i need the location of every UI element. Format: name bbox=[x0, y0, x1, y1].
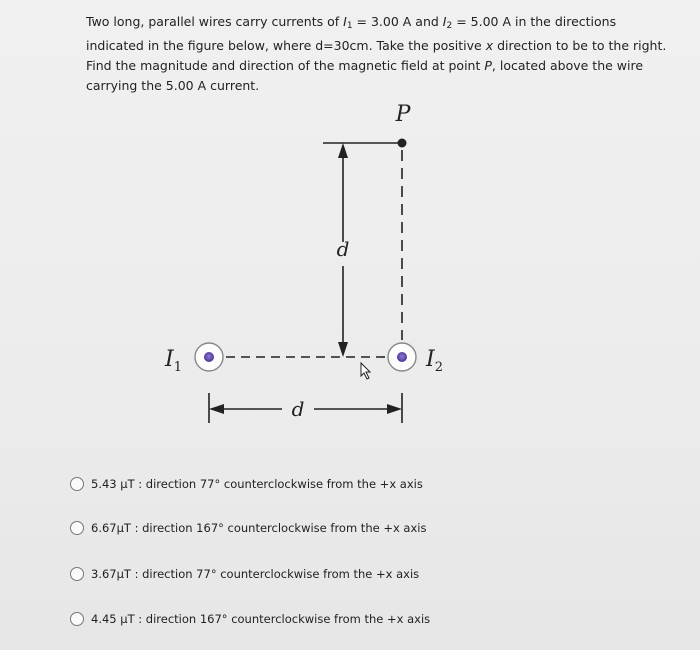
answer-option-3-label: 3.67µT : direction 77° counterclockwise from the +x axis bbox=[91, 567, 420, 581]
horizontal-dimension-arrow-right bbox=[387, 404, 402, 414]
radio-button-1[interactable] bbox=[70, 477, 84, 491]
x-symbol: x bbox=[485, 38, 494, 53]
question-part-1: Two long, parallel wires carry currents of bbox=[86, 14, 344, 29]
answer-option-4-label: 4.45 µT : direction 167° counterclockwise from the +x axis bbox=[91, 612, 431, 626]
wire1-label: $I_1$ bbox=[165, 347, 182, 375]
answer-option-1-label: 5.43 µT : direction 77° counterclockwise from the +x axis bbox=[91, 477, 423, 491]
radio-button-2[interactable] bbox=[70, 521, 84, 535]
horizontal-distance-label: d bbox=[291, 397, 305, 421]
vertical-dimension-arrow-down bbox=[338, 342, 348, 357]
i2-subscript: 2 bbox=[446, 21, 453, 31]
i1-subscript: 1 bbox=[346, 21, 353, 31]
question-part-3: = 5.00 A in the directions indicated in the figure below, where d=30cm. Take the positive bbox=[86, 14, 617, 53]
vertical-dimension-arrow-up bbox=[338, 143, 348, 158]
i1-symbol: I bbox=[343, 14, 347, 29]
answer-option-4[interactable] bbox=[70, 612, 430, 626]
question-part-5: , located above the wire carrying the 5.00 A current. bbox=[86, 58, 644, 93]
answer-option-1[interactable] bbox=[70, 477, 423, 491]
radio-button-4[interactable] bbox=[70, 612, 84, 626]
question-part-4: direction to be to the right. Find the magnitude and direction of the magnetic field at point bbox=[86, 38, 667, 73]
answer-option-3[interactable] bbox=[70, 567, 419, 581]
radio-button-3[interactable] bbox=[70, 567, 84, 581]
horizontal-dimension-arrow-left bbox=[209, 404, 224, 414]
point-p-label: P bbox=[395, 102, 411, 127]
wire2-current-dot bbox=[397, 352, 407, 362]
question-part-2: = 3.00 A and bbox=[352, 14, 443, 29]
wire1-current-dot bbox=[204, 352, 214, 362]
answer-option-2[interactable] bbox=[70, 521, 426, 535]
wire2-label: $I_2$ bbox=[426, 347, 443, 375]
vertical-distance-label: d bbox=[336, 237, 350, 261]
answer-option-2-label: 6.67µT : direction 167° counterclockwise from the +x axis bbox=[91, 521, 427, 535]
i2-symbol: I bbox=[442, 14, 447, 29]
p-symbol: P bbox=[484, 58, 492, 73]
cursor-icon bbox=[361, 363, 370, 379]
